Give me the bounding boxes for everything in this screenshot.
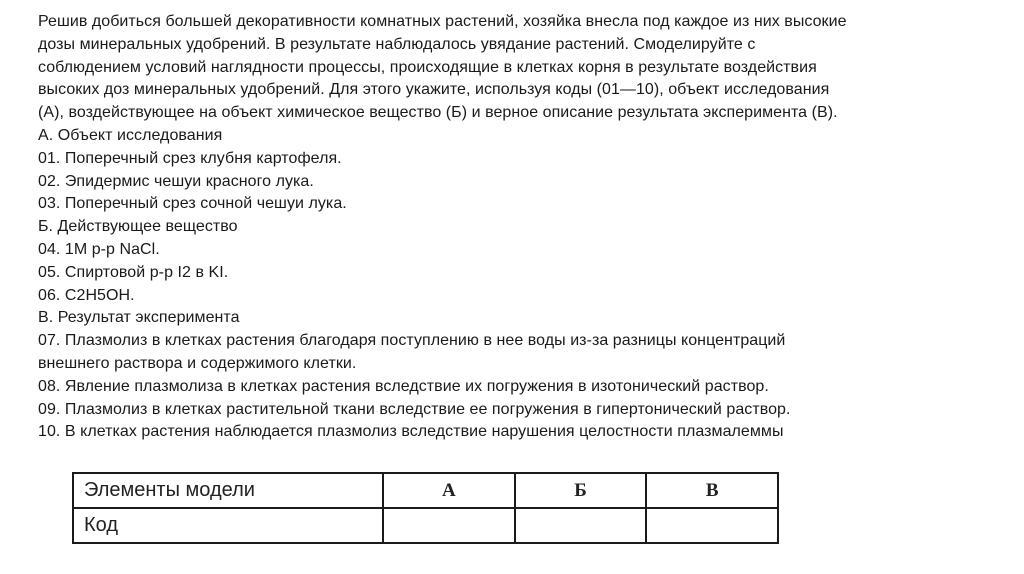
- answer-table: [72, 472, 779, 544]
- header-a: А: [383, 473, 515, 508]
- header-model-elements: Элементы модели: [73, 473, 383, 508]
- code-cell-a[interactable]: [383, 508, 515, 543]
- task-line: (А), воздействующее на объект химическое вещество (Б) и верное описание результата эксперимента (В).: [38, 104, 838, 122]
- option-03: 03. Поперечный срез сочной чешуи лука.: [38, 195, 347, 213]
- option-05: 05. Спиртовой р-р I2 в KI.: [38, 263, 229, 281]
- task-text: [38, 11, 998, 444]
- option-01: 01. Поперечный срез клубня картофеля.: [38, 149, 342, 167]
- option-09: 09. Плазмолиз в клетках растительной ткани вследствие ее погружения в гипертонический раствор.: [38, 400, 791, 418]
- option-07-continued: внешнего раствора и содержимого клетки.: [38, 354, 357, 372]
- task-line: высоких доз минеральных удобрений. Для этого укажите, используя коды (01—10), объект исследования: [38, 81, 830, 99]
- table-code-row: [73, 508, 778, 543]
- section-heading-result: В. Результат эксперимента: [38, 309, 240, 327]
- code-cell-b[interactable]: [515, 508, 647, 543]
- option-07: 07. Плазмолиз в клетках растения благодаря поступлению в нее воды из-за разницы концентраций: [38, 332, 786, 350]
- option-02: 02. Эпидермис чешуи красного лука.: [38, 172, 314, 190]
- option-04: 04. 1М р-р NaCl.: [38, 240, 160, 258]
- code-label: Код: [73, 508, 383, 543]
- task-line: Решив добиться большей декоративности комнатных растений, хозяйка внесла под каждое из них высокие: [38, 13, 847, 30]
- section-heading-substance: Б. Действующее вещество: [38, 218, 238, 236]
- task-line: соблюдением условий наглядности процессы, происходящие в клетках корня в результате воздействия: [38, 58, 817, 76]
- section-heading-object: А. Объект исследования: [38, 126, 223, 144]
- task-line: дозы минеральных удобрений. В результате наблюдалось увядание растений. Смоделируйте с: [38, 35, 756, 53]
- header-b: Б: [515, 473, 647, 508]
- option-10: 10. В клетках растения наблюдается плазмолиз вследствие нарушения целостности плазмалеммы: [38, 423, 784, 441]
- option-08: 08. Явление плазмолиза в клетках растения вследствие их погружения в изотонический раствор.: [38, 377, 769, 395]
- option-06: 06. C2H5OH.: [38, 286, 135, 304]
- header-v: В: [646, 473, 778, 508]
- code-cell-v[interactable]: [646, 508, 778, 543]
- table-header-row: [73, 473, 778, 508]
